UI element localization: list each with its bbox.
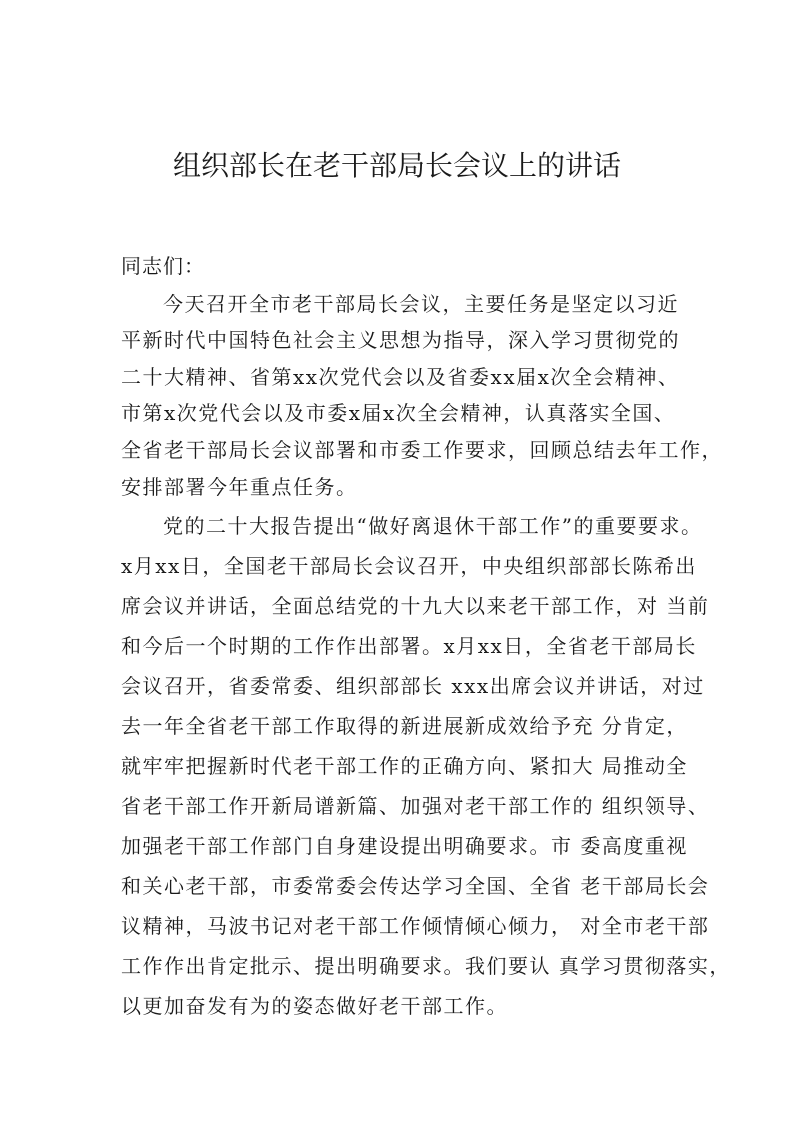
paragraph-line: 今天召开全市老干部局长会议，主要任务是坚定以习近	[163, 292, 679, 316]
paragraph-line: 和关心老干部，市委常委会传达学习全国、全省 老干部局长会	[121, 874, 710, 898]
paragraph-line: 以更加奋发有为的姿态做好老干部工作。	[121, 994, 508, 1018]
paragraph-line: 二十大精神、省第xx次党代会以及省委xx届x次全会精神、	[121, 365, 680, 389]
paragraph-line: 省老干部工作开新局谱新篇、加强对老干部工作的 组织领导、	[121, 794, 710, 818]
paragraph-line: 和今后一个时期的工作作出部署。x月xx日，全省老干部局长	[121, 634, 697, 658]
paragraph-line: 就牢牢把握新时代老干部工作的正确方向、紧扣大 局推动全	[121, 754, 688, 778]
paragraph-line: 工作作出肯定批示、提出明确要求。我们要认 真学习贯彻落实，	[121, 954, 731, 978]
paragraph-line: 市第x次党代会以及市委x届x次全会精神，认真落实全国、	[121, 401, 676, 425]
paragraph-line: 党的二十大报告提出“做好离退休干部工作”的重要要求。	[163, 514, 703, 538]
paragraph-line: 平新时代中国特色社会主义思想为指导，深入学习贯彻党的	[121, 328, 680, 352]
paragraph-line: x月xx日，全国老干部局长会议召开，中央组织部部长陈希出	[121, 554, 697, 578]
paragraph-line: 全省老干部局长会议部署和市委工作要求，回顾总结去年工作，	[121, 438, 723, 462]
paragraph-line: 安排部署今年重点任务。	[121, 475, 358, 499]
salutation: 同志们：	[121, 254, 205, 278]
paragraph-line: 议精神，马波书记对老干部工作倾情倾心倾力， 对全市老干部	[121, 914, 710, 938]
paragraph-line: 加强老干部工作部门自身建设提出明确要求。市 委高度重视	[121, 834, 688, 858]
paragraph-line: 席会议并讲话，全面总结党的十九大以来老干部工作，对 当前	[121, 594, 710, 618]
document-title: 组织部长在老干部局长会议上的讲话	[172, 149, 621, 182]
paragraph-line: 去一年全省老干部工作取得的新进展新成效给予充 分肯定，	[121, 714, 688, 738]
paragraph-line: 会议召开，省委常委、组织部部长 xxx出席会议并讲话，对过	[121, 674, 705, 698]
